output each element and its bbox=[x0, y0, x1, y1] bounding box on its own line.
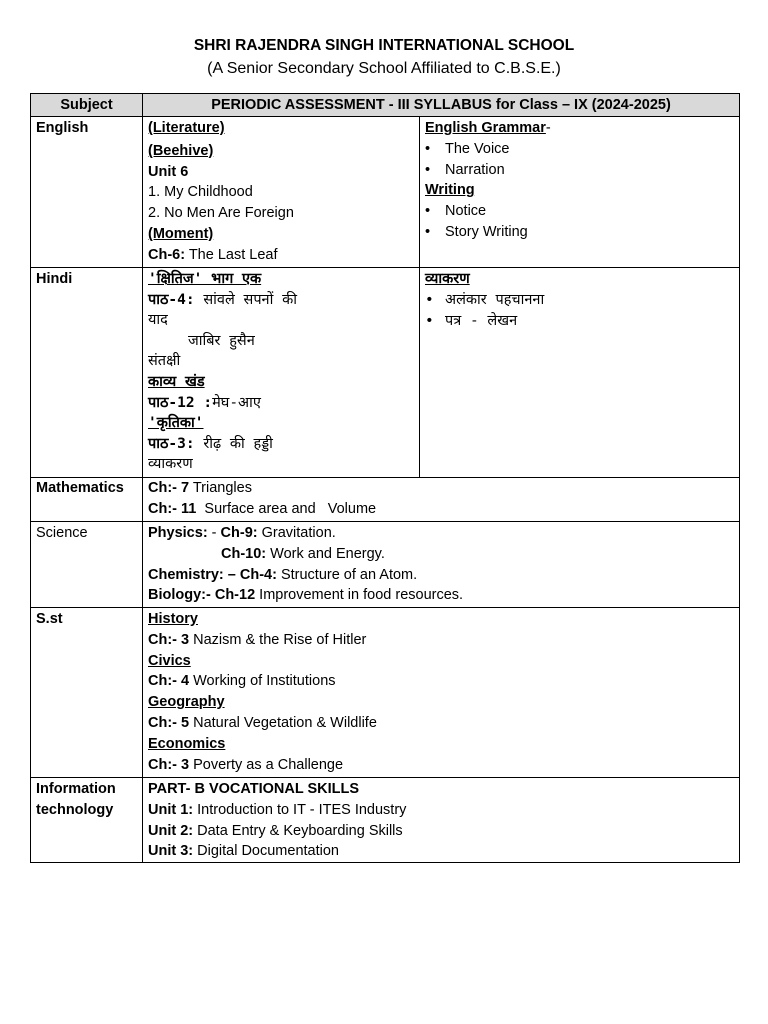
sst-line bbox=[148, 630, 734, 651]
chapter-title: Gravitation. bbox=[257, 525, 336, 541]
hindi-chapter-text: सांवले सपनों की bbox=[194, 291, 297, 308]
grammar-heading-line bbox=[425, 118, 734, 139]
table-row-mathematics bbox=[31, 478, 740, 522]
maths-line bbox=[148, 478, 734, 499]
sst-line bbox=[148, 713, 734, 734]
list-item: • The Voice bbox=[425, 139, 734, 160]
chapter-title: Structure of an Atom. bbox=[276, 566, 418, 583]
hindi-chapter-label: पाठ-12 : bbox=[148, 394, 213, 411]
history-heading: History bbox=[148, 611, 198, 627]
english-grammar-cell bbox=[420, 117, 740, 268]
beehive-heading: (Beehive) bbox=[148, 142, 214, 159]
subject-sst: S.st bbox=[31, 608, 143, 778]
chapter-label: Ch:- 4 bbox=[148, 673, 190, 690]
subject-it bbox=[31, 778, 143, 863]
document-header bbox=[0, 36, 768, 80]
table-header-row bbox=[31, 94, 740, 117]
chapter-title: Work and Energy. bbox=[266, 545, 385, 562]
hindi-grammar-cell bbox=[420, 268, 740, 478]
hindi-chapter-text: मेघ-आए bbox=[212, 394, 261, 411]
unit-label: Unit 6 bbox=[148, 163, 189, 180]
chapter-label: Ch:- 3 bbox=[148, 631, 190, 648]
chapter-title: Surface area and Volume bbox=[196, 500, 377, 517]
sst-line bbox=[148, 671, 734, 692]
hindi-line bbox=[148, 434, 414, 455]
writing-heading: Writing bbox=[425, 182, 475, 199]
chapter-label: Ch:- 11 bbox=[148, 500, 197, 517]
unit-title: Digital Documentation bbox=[193, 843, 339, 860]
hindi-grammar-heading: व्याकरण bbox=[425, 271, 470, 287]
subject-it-line: Information bbox=[36, 781, 116, 797]
chapter-title: Natural Vegetation & Wildlife bbox=[189, 714, 377, 731]
table-row-hindi bbox=[31, 268, 740, 478]
chapter-label: Ch-9: bbox=[220, 525, 258, 541]
chapter-label: Ch-6: bbox=[148, 246, 186, 263]
physics-line bbox=[148, 544, 734, 565]
civics-heading: Civics bbox=[148, 652, 191, 669]
physics-label: Physics: bbox=[148, 525, 208, 541]
sst-line bbox=[148, 755, 734, 776]
hindi-line: संतक्षी bbox=[148, 353, 181, 370]
geography-heading: Geography bbox=[148, 694, 225, 711]
english-chapter bbox=[148, 245, 414, 266]
chemistry-label: Chemistry: – Ch-4: bbox=[148, 566, 277, 583]
english-item: 2. No Men Are Foreign bbox=[148, 205, 294, 222]
table-row-english bbox=[31, 117, 740, 268]
unit-label: Unit 3: bbox=[148, 843, 194, 860]
hindi-line bbox=[148, 290, 414, 311]
chapter-title: Poverty as a Challenge bbox=[189, 756, 344, 773]
subject-it-line: technology bbox=[36, 801, 114, 818]
list-item: • पत्र - लेखन bbox=[425, 311, 734, 332]
it-line bbox=[148, 821, 734, 842]
hindi-line: 'क्षितिज' भाग एक bbox=[148, 271, 262, 287]
biology-label: Biology:- Ch-12 bbox=[148, 587, 256, 604]
chapter-title: Working of Institutions bbox=[189, 673, 336, 690]
hindi-chapter-text: रीढ़ की हड्डी bbox=[194, 435, 273, 452]
chemistry-line bbox=[148, 565, 734, 586]
chapter-title: Nazism & the Rise of Hitler bbox=[189, 631, 367, 648]
moment-heading: (Moment) bbox=[148, 225, 214, 242]
chapter-label: Ch:- 7 bbox=[148, 480, 190, 496]
table-row-sst bbox=[31, 608, 740, 778]
syllabus-table bbox=[30, 93, 740, 863]
hindi-line: जाबिर हुसैन bbox=[188, 332, 255, 349]
column-header-syllabus: PERIODIC ASSESSMENT - III SYLLABUS for Class – IX (2024-2025) bbox=[143, 94, 740, 117]
unit-label: Unit 1: bbox=[148, 801, 194, 818]
it-part-heading: PART- B VOCATIONAL SKILLS bbox=[148, 781, 360, 797]
unit-title: Introduction to IT - ITES Industry bbox=[193, 801, 407, 818]
list-item: • अलंकार पहचानना bbox=[425, 290, 734, 311]
hindi-line: व्याकरण bbox=[148, 456, 193, 473]
chapter-title: Improvement in food resources. bbox=[255, 587, 464, 604]
table-row-science bbox=[31, 522, 740, 608]
list-item: • Story Writing bbox=[425, 222, 734, 243]
hindi-line: 'कृतिका' bbox=[148, 415, 204, 432]
grammar-dash: - bbox=[545, 120, 551, 136]
chapter-label: Ch:- 5 bbox=[148, 714, 190, 731]
school-name: SHRI RAJENDRA SINGH INTERNATIONAL SCHOOL bbox=[193, 37, 575, 54]
subject-hindi: Hindi bbox=[31, 268, 143, 478]
hindi-syllabus-cell bbox=[143, 268, 420, 478]
physics-line bbox=[148, 523, 734, 544]
unit-title: Data Entry & Keyboarding Skills bbox=[193, 822, 403, 839]
chapter-title: The Last Leaf bbox=[185, 246, 278, 263]
school-affiliation: (A Senior Secondary School Affiliated to C.B.S.E.) bbox=[207, 60, 561, 77]
table-row-it bbox=[31, 778, 740, 863]
maths-line bbox=[148, 499, 734, 520]
grammar-heading: English Grammar bbox=[425, 120, 546, 136]
subject-science: Science bbox=[31, 522, 143, 608]
hindi-line bbox=[148, 393, 414, 414]
subject-english: English bbox=[31, 117, 143, 268]
it-line bbox=[148, 800, 734, 821]
hindi-chapter-label: पाठ-3: bbox=[148, 435, 195, 452]
unit-label: Unit 2: bbox=[148, 822, 194, 839]
english-item: 1. My Childhood bbox=[148, 184, 253, 201]
sst-syllabus-cell bbox=[143, 608, 740, 778]
biology-line bbox=[148, 585, 734, 606]
chapter-title: Triangles bbox=[189, 480, 252, 496]
hindi-line: काव्य खंड bbox=[148, 373, 205, 390]
subject-mathematics: Mathematics bbox=[31, 478, 143, 522]
hindi-line: याद bbox=[148, 312, 168, 329]
english-literature-cell bbox=[143, 117, 420, 268]
column-header-subject: Subject bbox=[31, 94, 143, 117]
it-syllabus-cell bbox=[143, 778, 740, 863]
list-item: • Notice bbox=[425, 201, 734, 222]
economics-heading: Economics bbox=[148, 735, 226, 752]
list-item: • Narration bbox=[425, 160, 734, 181]
dash: - bbox=[207, 525, 221, 541]
literature-heading: (Literature) bbox=[148, 120, 225, 136]
it-line bbox=[148, 841, 734, 862]
chapter-label: Ch:- 3 bbox=[148, 756, 190, 773]
mathematics-syllabus-cell bbox=[143, 478, 740, 522]
hindi-chapter-label: पाठ-4: bbox=[148, 291, 195, 308]
science-syllabus-cell bbox=[143, 522, 740, 608]
chapter-label: Ch-10: bbox=[221, 545, 267, 562]
